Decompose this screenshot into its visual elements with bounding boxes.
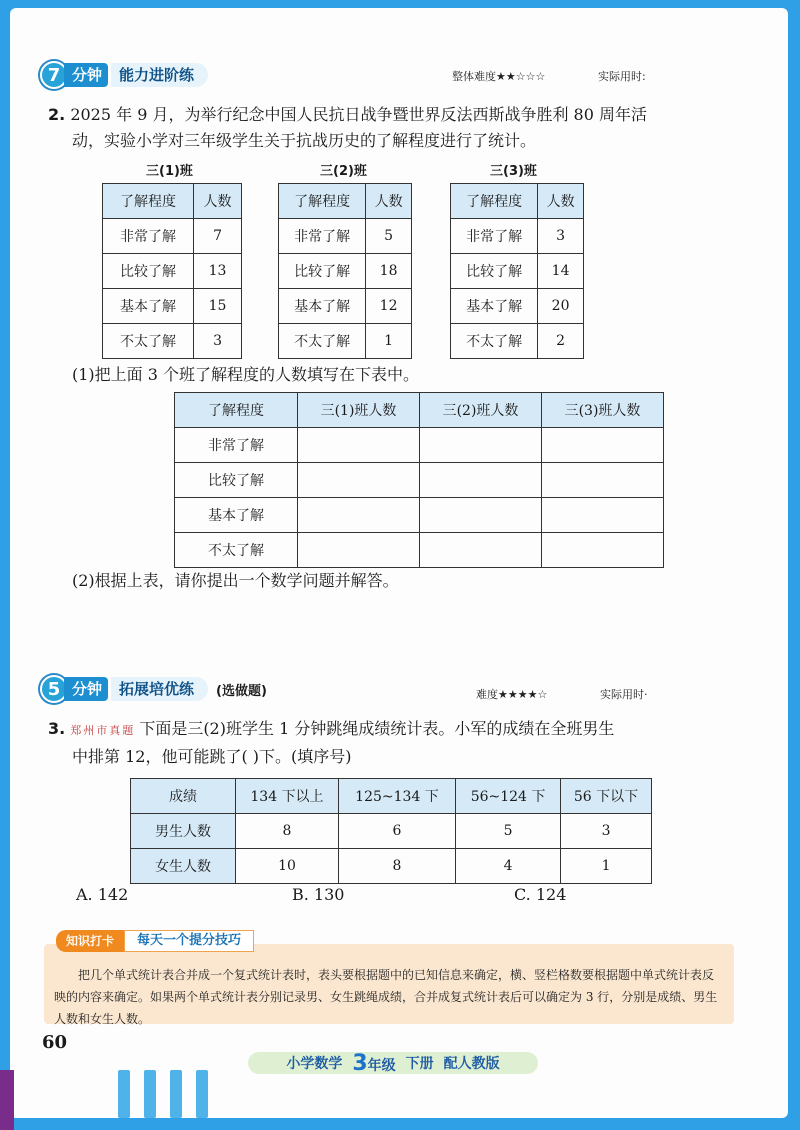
row-label: 基本了解 bbox=[175, 498, 298, 533]
header-cell: 了解程度 bbox=[451, 184, 538, 219]
class3-caption: 三(3)班 bbox=[490, 164, 537, 179]
decorative-stripes bbox=[118, 1070, 222, 1122]
header-cell: 了解程度 bbox=[175, 393, 298, 428]
table-cell: 非常了解 bbox=[451, 219, 538, 254]
footer-grade-number: 3 bbox=[352, 1050, 368, 1076]
table-cell: 1 bbox=[561, 849, 652, 884]
header-cell: 134 下以上 bbox=[236, 779, 339, 814]
table-cell: 3 bbox=[194, 324, 242, 359]
table-cell: 10 bbox=[236, 849, 339, 884]
header-cell: 人数 bbox=[366, 184, 412, 219]
option-b[interactable]: B. 130 bbox=[292, 885, 345, 904]
table-cell: 非常了解 bbox=[279, 219, 366, 254]
footer-subject: 小学数学 bbox=[286, 1056, 343, 1072]
answer-cell[interactable] bbox=[298, 498, 420, 533]
subquestion-2: (2)根据上表，请你提出一个数学问题并解答。 bbox=[72, 571, 399, 590]
time-used-label: 实际用时· bbox=[600, 688, 648, 701]
table-cell: 5 bbox=[456, 814, 561, 849]
answer-cell[interactable] bbox=[298, 428, 420, 463]
table-cell: 比较了解 bbox=[103, 254, 194, 289]
jump-rope-table bbox=[130, 778, 652, 884]
page-number: 60 bbox=[42, 1032, 68, 1053]
tip-title: 每天一个提分技巧 bbox=[124, 930, 254, 952]
answer-cell[interactable] bbox=[542, 533, 664, 568]
table-cell: 15 bbox=[194, 289, 242, 324]
option-c[interactable]: C. 124 bbox=[514, 885, 567, 904]
table-cell: 7 bbox=[194, 219, 242, 254]
table-cell: 13 bbox=[194, 254, 242, 289]
table-cell: 非常了解 bbox=[103, 219, 194, 254]
table-cell: 3 bbox=[538, 219, 584, 254]
table-cell: 8 bbox=[338, 849, 455, 884]
class1-caption: 三(1)班 bbox=[146, 164, 193, 179]
question-number: 2. bbox=[48, 105, 66, 124]
header-cell: 三(3)班人数 bbox=[542, 393, 664, 428]
row-label: 男生人数 bbox=[131, 814, 236, 849]
table-cell: 基本了解 bbox=[279, 289, 366, 324]
answer-cell[interactable] bbox=[420, 498, 542, 533]
table-cell: 20 bbox=[538, 289, 584, 324]
table-cell: 比较了解 bbox=[451, 254, 538, 289]
table-cell: 2 bbox=[538, 324, 584, 359]
source-tag: 郑州市真题 bbox=[70, 724, 136, 737]
table-cell: 基本了解 bbox=[451, 289, 538, 324]
header-cell: 三(2)班人数 bbox=[420, 393, 542, 428]
question-text-line2: 动，实验小学对三年级学生关于抗战历史的了解程度进行了统计。 bbox=[72, 131, 537, 150]
section-title: 拓展培优练 bbox=[111, 677, 208, 701]
answer-cell[interactable] bbox=[542, 498, 664, 533]
table-cell: 比较了解 bbox=[279, 254, 366, 289]
header-cell: 人数 bbox=[194, 184, 242, 219]
table-cell: 不太了解 bbox=[103, 324, 194, 359]
table-cell: 不太了解 bbox=[279, 324, 366, 359]
combined-table bbox=[174, 392, 664, 568]
table-cell: 不太了解 bbox=[451, 324, 538, 359]
class2-table bbox=[278, 183, 412, 359]
answer-cell[interactable] bbox=[298, 533, 420, 568]
header-cell: 人数 bbox=[538, 184, 584, 219]
header-cell: 125~134 下 bbox=[338, 779, 455, 814]
section-number: 5 bbox=[40, 675, 68, 703]
header-cell: 了解程度 bbox=[103, 184, 194, 219]
section-number: 7 bbox=[40, 61, 68, 89]
tip-body: 把几个单式统计表合并成一个复式统计表时，表头要根据题中的已知信息来确定，横、竖栏格数要根据题中单式统计表反映的内容来确定。如果两个单式统计表分别记录男、女生跳绳成绩，合并成复式统计表后可以确定为 3 行，分别是成绩、男生人数和女生人数。 bbox=[54, 968, 718, 1026]
answer-cell[interactable] bbox=[420, 428, 542, 463]
section-minutes-label: 分钟 bbox=[64, 677, 108, 701]
footer-grade: 年级 bbox=[367, 1057, 396, 1074]
section-banner-7min bbox=[40, 62, 208, 88]
answer-cell[interactable] bbox=[420, 533, 542, 568]
corner-decoration bbox=[0, 1070, 14, 1130]
table-cell: 18 bbox=[366, 254, 412, 289]
row-label: 女生人数 bbox=[131, 849, 236, 884]
header-cell: 了解程度 bbox=[279, 184, 366, 219]
table-cell: 14 bbox=[538, 254, 584, 289]
question-3 bbox=[48, 716, 758, 770]
difficulty-rating: 整体难度★★☆☆☆ bbox=[452, 70, 546, 83]
table-cell: 6 bbox=[338, 814, 455, 849]
footer-banner bbox=[248, 1052, 538, 1074]
header-cell: 56~124 下 bbox=[456, 779, 561, 814]
tip-box bbox=[44, 944, 734, 1024]
class2-caption: 三(2)班 bbox=[320, 164, 367, 179]
table-cell: 4 bbox=[456, 849, 561, 884]
tip-header bbox=[56, 930, 254, 952]
answer-cell[interactable] bbox=[298, 463, 420, 498]
table-cell: 3 bbox=[561, 814, 652, 849]
difficulty-rating: 难度★★★★☆ bbox=[476, 688, 548, 701]
class1-table bbox=[102, 183, 242, 359]
table-cell: 1 bbox=[366, 324, 412, 359]
table-cell: 基本了解 bbox=[103, 289, 194, 324]
table-cell: 12 bbox=[366, 289, 412, 324]
section-title: 能力进阶练 bbox=[111, 63, 208, 87]
subquestion-1: (1)把上面 3 个班了解程度的人数填写在下表中。 bbox=[72, 365, 420, 384]
answer-cell[interactable] bbox=[542, 428, 664, 463]
tip-badge: 知识打卡 bbox=[56, 930, 124, 952]
answer-cell[interactable] bbox=[542, 463, 664, 498]
header-cell: 56 下以下 bbox=[561, 779, 652, 814]
question-number: 3. bbox=[48, 719, 66, 738]
footer-edition: 配人教版 bbox=[443, 1056, 500, 1072]
row-label: 不太了解 bbox=[175, 533, 298, 568]
header-cell: 三(1)班人数 bbox=[298, 393, 420, 428]
section-banner-5min bbox=[40, 676, 267, 702]
table-cell: 8 bbox=[236, 814, 339, 849]
question-text-line2: 中排第 12，他可能跳了( )下。(填序号) bbox=[72, 747, 352, 766]
question-text-line1: 2025 年 9 月，为举行纪念中国人民抗日战争暨世界反法西斯战争胜利 80 周年活 bbox=[70, 105, 648, 124]
header-cell: 成绩 bbox=[131, 779, 236, 814]
section-subtitle: (选做题) bbox=[216, 683, 267, 699]
answer-cell[interactable] bbox=[420, 463, 542, 498]
class3-table bbox=[450, 183, 584, 359]
row-label: 非常了解 bbox=[175, 428, 298, 463]
table-cell: 5 bbox=[366, 219, 412, 254]
row-label: 比较了解 bbox=[175, 463, 298, 498]
section-minutes-label: 分钟 bbox=[64, 63, 108, 87]
question-2 bbox=[48, 102, 748, 154]
question-text-line1: 下面是三(2)班学生 1 分钟跳绳成绩统计表。小军的成绩在全班男生 bbox=[139, 719, 615, 738]
time-used-label: 实际用时: bbox=[598, 70, 646, 83]
option-a[interactable]: A. 142 bbox=[76, 885, 129, 904]
footer-term: 下册 bbox=[405, 1056, 434, 1072]
